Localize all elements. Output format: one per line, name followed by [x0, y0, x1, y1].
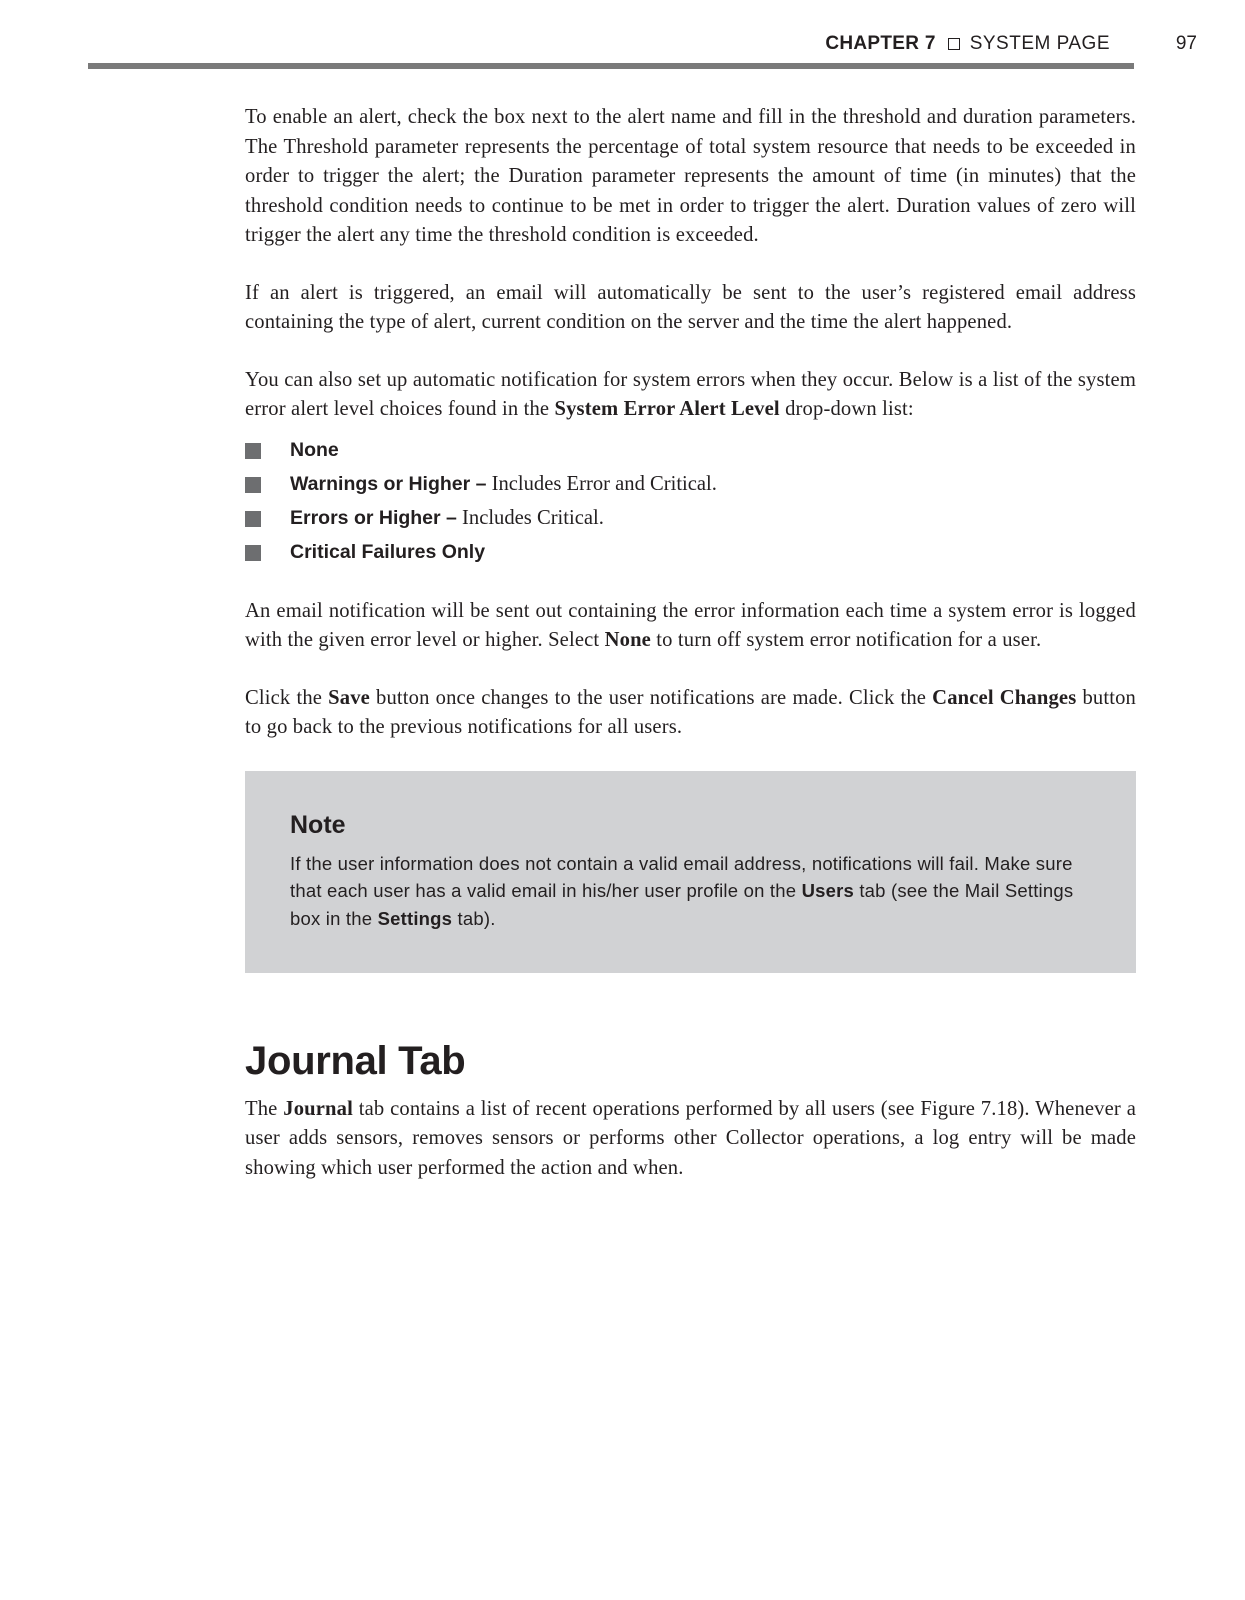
bold-term: System Error Alert Level — [554, 398, 780, 420]
paragraph-alert-email: If an alert is triggered, an email will automatically be sent to the user’s registered email address containing the type of alert, current condition on the server and the time the alert happened. — [245, 281, 1136, 333]
list-item — [245, 501, 1136, 535]
chapter-heading — [825, 33, 1110, 55]
paragraph-journal-tab — [245, 1095, 1136, 1184]
paragraph-save-cancel — [245, 684, 1136, 743]
square-bullet-icon — [245, 545, 261, 561]
text-span: tab contains a list of recent operations performed by all users (see Figure 7.18). Whenever a user adds sensors, removes sensors or performs other Collector operations, a log entry will be made showing which user performed the action and when. — [245, 1097, 1136, 1179]
list-item-desc: Includes Error and Critical. — [486, 472, 717, 495]
note-text — [290, 850, 1091, 933]
alert-level-list — [245, 433, 1136, 569]
list-item-desc: Includes Critical. — [456, 506, 604, 529]
text-span: If the user information does not contain a valid email address, notifications will fail. Make sure that each user has a valid email in his/her user profile on the — [290, 852, 1073, 901]
paragraph-alert-parameters: To enable an alert, check the box next to the alert name and fill in the threshold and duration parameters. The Threshold parameter represents the percentage of total system resource that needs to be exceeded in order to trigger the alert; the Duration parameter represents the amount of time (in minutes) that the threshold condition needs to continue to be met in order to trigger the alert. Duration values of zero will trigger the alert any time the threshold condition is exceeded. — [245, 106, 1136, 246]
text-span: drop-down list: — [779, 398, 914, 420]
page-number: 97 — [1175, 33, 1197, 54]
page-content — [245, 103, 1136, 1211]
list-item — [245, 535, 1136, 569]
text-span: tab (see the Mail Settings box in the — [290, 880, 1074, 929]
text-span: Click the — [245, 686, 329, 709]
paragraph-error-notification — [245, 597, 1136, 656]
list-item-term: Warnings or Higher – — [290, 472, 487, 495]
list-item-term: None — [290, 438, 339, 461]
list-item-term: Critical Failures Only — [290, 540, 486, 563]
square-bullet-icon — [245, 477, 261, 493]
chapter-number: CHAPTER 7 — [825, 33, 936, 54]
section-heading-journal-tab: Journal Tab — [245, 1038, 466, 1083]
section-name: SYSTEM PAGE — [969, 33, 1110, 54]
text-span: You can also set up automatic notification for system errors when they occur. Below is a list of the system error alert level choices found in the — [245, 368, 1136, 420]
text-span: The — [245, 1097, 284, 1120]
square-bullet-icon — [245, 443, 261, 459]
list-item — [245, 467, 1136, 501]
paragraph-error-alert-levels — [245, 366, 1136, 425]
text-span: button once changes to the user notifications are made. Click the — [369, 686, 933, 709]
note-title: Note — [290, 810, 346, 839]
running-header — [0, 33, 1245, 59]
text-span: tab). — [452, 907, 496, 929]
bold-term: Settings — [377, 907, 453, 929]
text-span: to turn off system error notification for a user. — [650, 629, 1042, 651]
text-span: An email notification will be sent out containing the error information each time a system error is logged with the given error level or higher. Select — [245, 599, 1136, 651]
bold-term: None — [604, 629, 651, 651]
list-item-term: Errors or Higher – — [290, 506, 457, 529]
note-box — [245, 771, 1136, 973]
header-rule — [88, 63, 1134, 69]
list-item — [245, 433, 1136, 467]
bold-term: Journal — [283, 1097, 353, 1120]
text-span: button to go back to the previous notifications for all users. — [245, 686, 1136, 738]
bold-term: Save — [328, 686, 370, 709]
bold-term: Cancel Changes — [932, 686, 1077, 709]
bold-term: Users — [801, 880, 854, 901]
square-separator-icon — [948, 38, 960, 50]
square-bullet-icon — [245, 511, 261, 527]
